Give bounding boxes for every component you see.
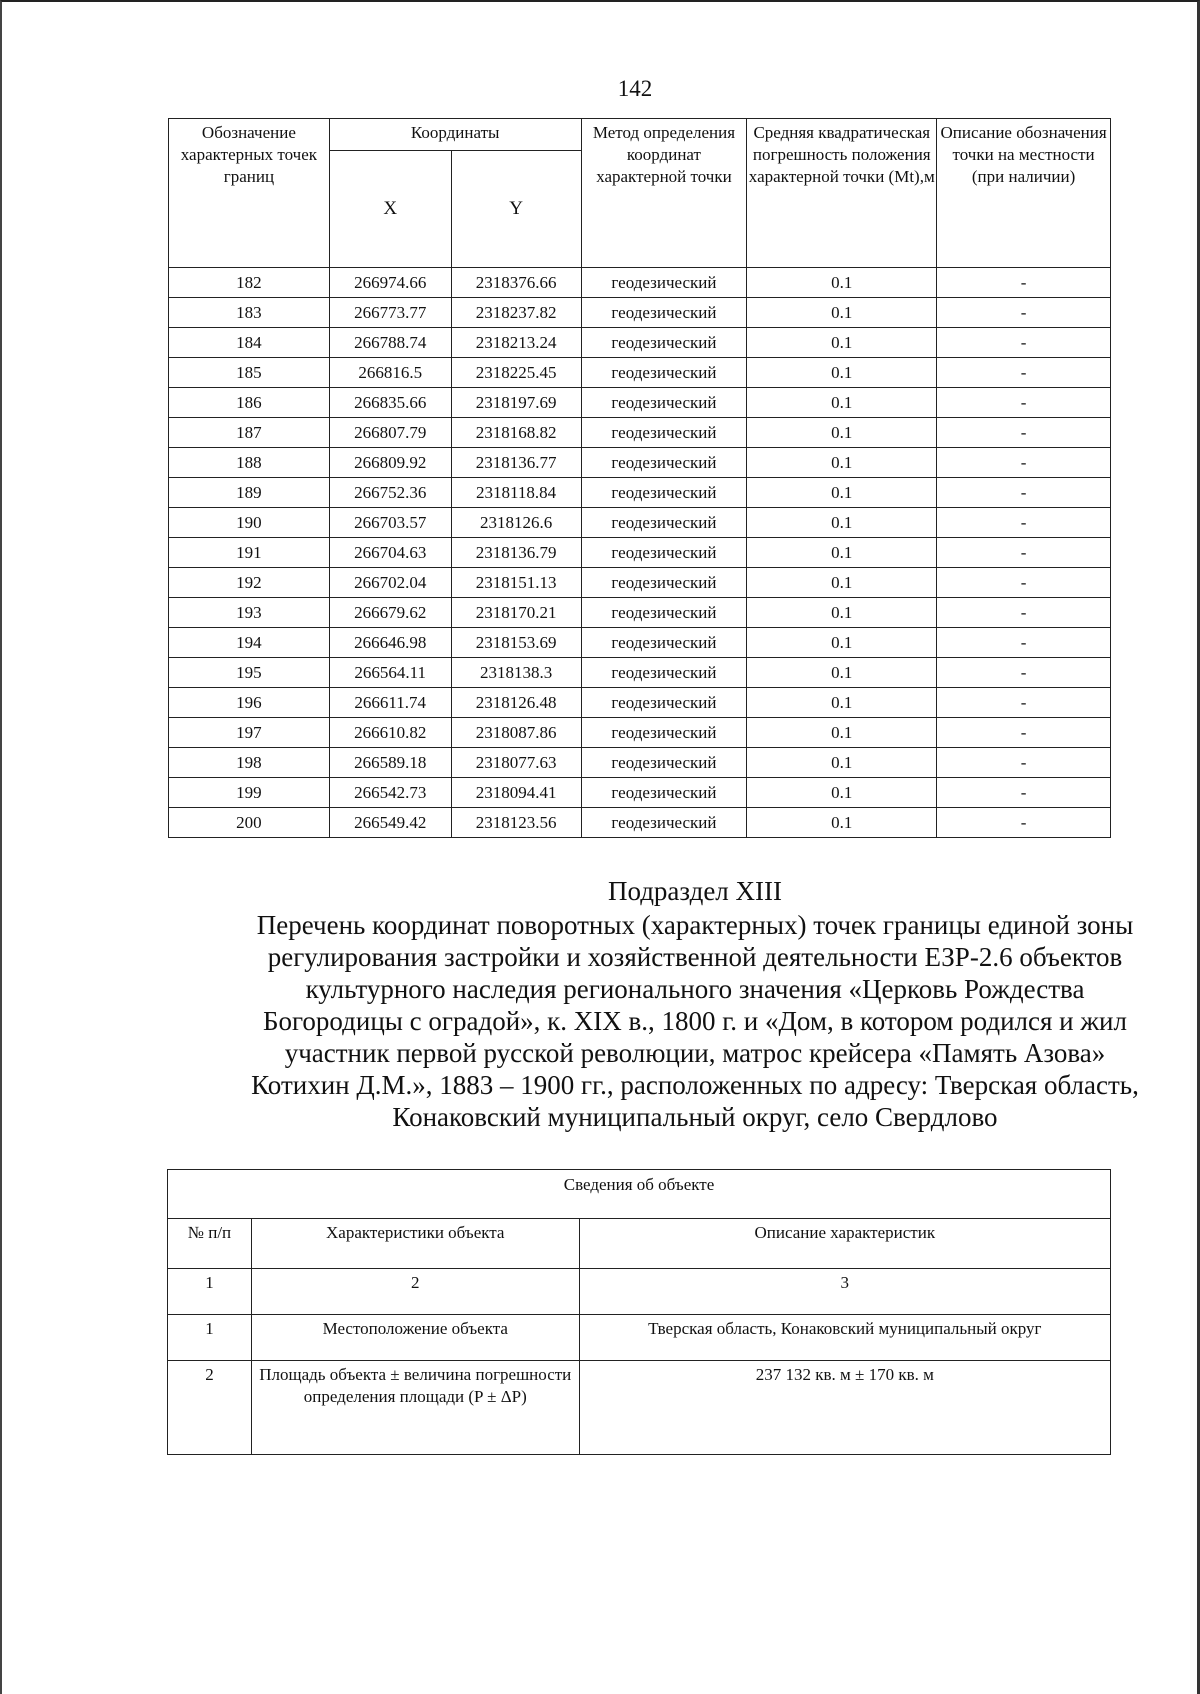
table-row [169, 328, 1111, 358]
cell-point: 196 [169, 688, 330, 718]
row-characteristic: Площадь объекта ± величина погрешности определения площади (P ± ΔP) [251, 1361, 579, 1455]
cell-method: геодезический [581, 508, 747, 538]
table-row [169, 778, 1111, 808]
header-x: X [329, 151, 451, 268]
header-num: № п/п [168, 1219, 252, 1269]
cell-method: геодезический [581, 298, 747, 328]
cell-description: - [937, 718, 1111, 748]
cell-y: 2318237.82 [451, 298, 581, 328]
cell-method: геодезический [581, 448, 747, 478]
cell-point: 183 [169, 298, 330, 328]
cell-y: 2318153.69 [451, 628, 581, 658]
table-row [169, 688, 1111, 718]
cell-description: - [937, 808, 1111, 838]
cell-method: геодезический [581, 538, 747, 568]
cell-error: 0.1 [747, 418, 937, 448]
table-row [168, 1361, 1111, 1455]
cell-description: - [937, 508, 1111, 538]
cell-point: 198 [169, 748, 330, 778]
table-row [169, 628, 1111, 658]
cell-error: 0.1 [747, 298, 937, 328]
cell-point: 192 [169, 568, 330, 598]
cell-y: 2318151.13 [451, 568, 581, 598]
table-row [169, 388, 1111, 418]
cell-y: 2318123.56 [451, 808, 581, 838]
header-error: Средняя квадратическая погрешность положения характерной точки (Mt),м [747, 119, 937, 268]
header-description: Описание обозначения точки на местности (при наличии) [937, 119, 1111, 268]
cell-method: геодезический [581, 478, 747, 508]
cell-method: геодезический [581, 688, 747, 718]
cell-error: 0.1 [747, 478, 937, 508]
cell-error: 0.1 [747, 598, 937, 628]
cell-x: 266564.11 [329, 658, 451, 688]
cell-point: 190 [169, 508, 330, 538]
cell-x: 266549.42 [329, 808, 451, 838]
cell-description: - [937, 388, 1111, 418]
cell-point: 188 [169, 448, 330, 478]
cell-error: 0.1 [747, 628, 937, 658]
cell-error: 0.1 [747, 568, 937, 598]
coordinates-table [168, 118, 1111, 838]
header-characteristic-description: Описание характеристик [579, 1219, 1110, 1269]
cell-point: 187 [169, 418, 330, 448]
cell-description: - [937, 478, 1111, 508]
row-description: 237 132 кв. м ± 170 кв. м [579, 1361, 1110, 1455]
cell-description: - [937, 268, 1111, 298]
row-description: Тверская область, Конаковский муниципальный округ [579, 1315, 1110, 1361]
cell-point: 200 [169, 808, 330, 838]
cell-description: - [937, 298, 1111, 328]
table-row [169, 808, 1111, 838]
cell-error: 0.1 [747, 538, 937, 568]
cell-method: геодезический [581, 808, 747, 838]
subsection-text-line: регулирования застройки и хозяйственной деятельности ЕЗР-2.6 объектов [267, 942, 1123, 972]
cell-y: 2318138.3 [451, 658, 581, 688]
subsection-title: Подраздел XIII [607, 876, 783, 906]
object-info-caption: Сведения об объекте [168, 1170, 1111, 1219]
cell-y: 2318118.84 [451, 478, 581, 508]
cell-method: геодезический [581, 718, 747, 748]
cell-error: 0.1 [747, 718, 937, 748]
cell-point: 194 [169, 628, 330, 658]
cell-error: 0.1 [747, 688, 937, 718]
subsection-text-line: Котихин Д.М.», 1883 – 1900 гг., расположенных по адресу: Тверская область, [251, 1070, 1139, 1100]
cell-x: 266542.73 [329, 778, 451, 808]
header-point: Обозначение характерных точек границ [169, 119, 330, 268]
cell-method: геодезический [581, 628, 747, 658]
cell-error: 0.1 [747, 328, 937, 358]
cell-point: 195 [169, 658, 330, 688]
page-number: 142 [617, 76, 653, 101]
subsection-text-line: культурного наследия регионального значения «Церковь Рождества [305, 974, 1085, 1004]
cell-y: 2318077.63 [451, 748, 581, 778]
cell-x: 266807.79 [329, 418, 451, 448]
row-num: 1 [168, 1315, 252, 1361]
cell-description: - [937, 598, 1111, 628]
cell-description: - [937, 628, 1111, 658]
cell-point: 193 [169, 598, 330, 628]
cell-y: 2318213.24 [451, 328, 581, 358]
table-row [169, 508, 1111, 538]
cell-x: 266816.5 [329, 358, 451, 388]
cell-x: 266809.92 [329, 448, 451, 478]
table-row [169, 298, 1111, 328]
cell-point: 197 [169, 718, 330, 748]
cell-x: 266752.36 [329, 478, 451, 508]
column-number: 1 [168, 1269, 252, 1315]
cell-x: 266610.82 [329, 718, 451, 748]
row-num: 2 [168, 1361, 252, 1455]
cell-y: 2318126.48 [451, 688, 581, 718]
cell-point: 199 [169, 778, 330, 808]
cell-method: геодезический [581, 418, 747, 448]
table-row [169, 748, 1111, 778]
table-row [169, 268, 1111, 298]
cell-point: 184 [169, 328, 330, 358]
cell-method: геодезический [581, 598, 747, 628]
subsection-text-line: Богородицы с оградой», к. XIX в., 1800 г. и «Дом, в котором родился и жил [263, 1006, 1127, 1036]
cell-description: - [937, 358, 1111, 388]
cell-method: геодезический [581, 748, 747, 778]
subsection-block [120, 875, 1200, 1133]
cell-method: геодезический [581, 568, 747, 598]
table-row [169, 568, 1111, 598]
cell-error: 0.1 [747, 268, 937, 298]
table-row [169, 718, 1111, 748]
cell-error: 0.1 [747, 508, 937, 538]
cell-description: - [937, 448, 1111, 478]
cell-y: 2318376.66 [451, 268, 581, 298]
subsection-text-line: участник первой русской революции, матрос крейсера «Память Азова» [284, 1038, 1106, 1068]
cell-y: 2318168.82 [451, 418, 581, 448]
cell-x: 266703.57 [329, 508, 451, 538]
cell-x: 266773.77 [329, 298, 451, 328]
cell-error: 0.1 [747, 658, 937, 688]
cell-description: - [937, 328, 1111, 358]
cell-y: 2318225.45 [451, 358, 581, 388]
cell-y: 2318136.79 [451, 538, 581, 568]
cell-x: 266974.66 [329, 268, 451, 298]
coordinates-table-body [169, 268, 1111, 838]
cell-point: 185 [169, 358, 330, 388]
table-row [169, 658, 1111, 688]
cell-error: 0.1 [747, 778, 937, 808]
header-y: Y [451, 151, 581, 268]
cell-method: геодезический [581, 778, 747, 808]
cell-description: - [937, 688, 1111, 718]
cell-description: - [937, 778, 1111, 808]
cell-y: 2318170.21 [451, 598, 581, 628]
cell-x: 266835.66 [329, 388, 451, 418]
cell-method: геодезический [581, 388, 747, 418]
cell-point: 182 [169, 268, 330, 298]
cell-x: 266679.62 [329, 598, 451, 628]
cell-error: 0.1 [747, 388, 937, 418]
cell-x: 266702.04 [329, 568, 451, 598]
subsection-text-line: Конаковский муниципальный округ, село Свердлово [392, 1102, 998, 1132]
cell-method: геодезический [581, 658, 747, 688]
cell-error: 0.1 [747, 358, 937, 388]
cell-description: - [937, 568, 1111, 598]
cell-description: - [937, 748, 1111, 778]
cell-error: 0.1 [747, 808, 937, 838]
table-row [169, 538, 1111, 568]
cell-x: 266611.74 [329, 688, 451, 718]
cell-description: - [937, 418, 1111, 448]
header-coordinates: Координаты [329, 119, 581, 151]
cell-x: 266704.63 [329, 538, 451, 568]
cell-description: - [937, 658, 1111, 688]
header-characteristic: Характеристики объекта [251, 1219, 579, 1269]
table-row [169, 598, 1111, 628]
cell-point: 186 [169, 388, 330, 418]
cell-y: 2318094.41 [451, 778, 581, 808]
cell-point: 189 [169, 478, 330, 508]
cell-y: 2318197.69 [451, 388, 581, 418]
cell-method: геодезический [581, 358, 747, 388]
table-row [169, 418, 1111, 448]
cell-y: 2318087.86 [451, 718, 581, 748]
cell-error: 0.1 [747, 748, 937, 778]
column-number: 2 [251, 1269, 579, 1315]
cell-description: - [937, 538, 1111, 568]
table-row [168, 1315, 1111, 1361]
cell-x: 266646.98 [329, 628, 451, 658]
cell-point: 191 [169, 538, 330, 568]
cell-x: 266589.18 [329, 748, 451, 778]
table-row [169, 448, 1111, 478]
subsection-text-line: Перечень координат поворотных (характерных) точек границы единой зоны [256, 910, 1134, 940]
object-info-table [167, 1169, 1111, 1455]
cell-y: 2318126.6 [451, 508, 581, 538]
cell-x: 266788.74 [329, 328, 451, 358]
cell-error: 0.1 [747, 448, 937, 478]
table-row [169, 478, 1111, 508]
cell-method: геодезический [581, 328, 747, 358]
cell-y: 2318136.77 [451, 448, 581, 478]
header-method: Метод определения координат характерной точки [581, 119, 747, 268]
table-row [169, 358, 1111, 388]
cell-method: геодезический [581, 268, 747, 298]
column-number: 3 [579, 1269, 1110, 1315]
row-characteristic: Местоположение объекта [251, 1315, 579, 1361]
